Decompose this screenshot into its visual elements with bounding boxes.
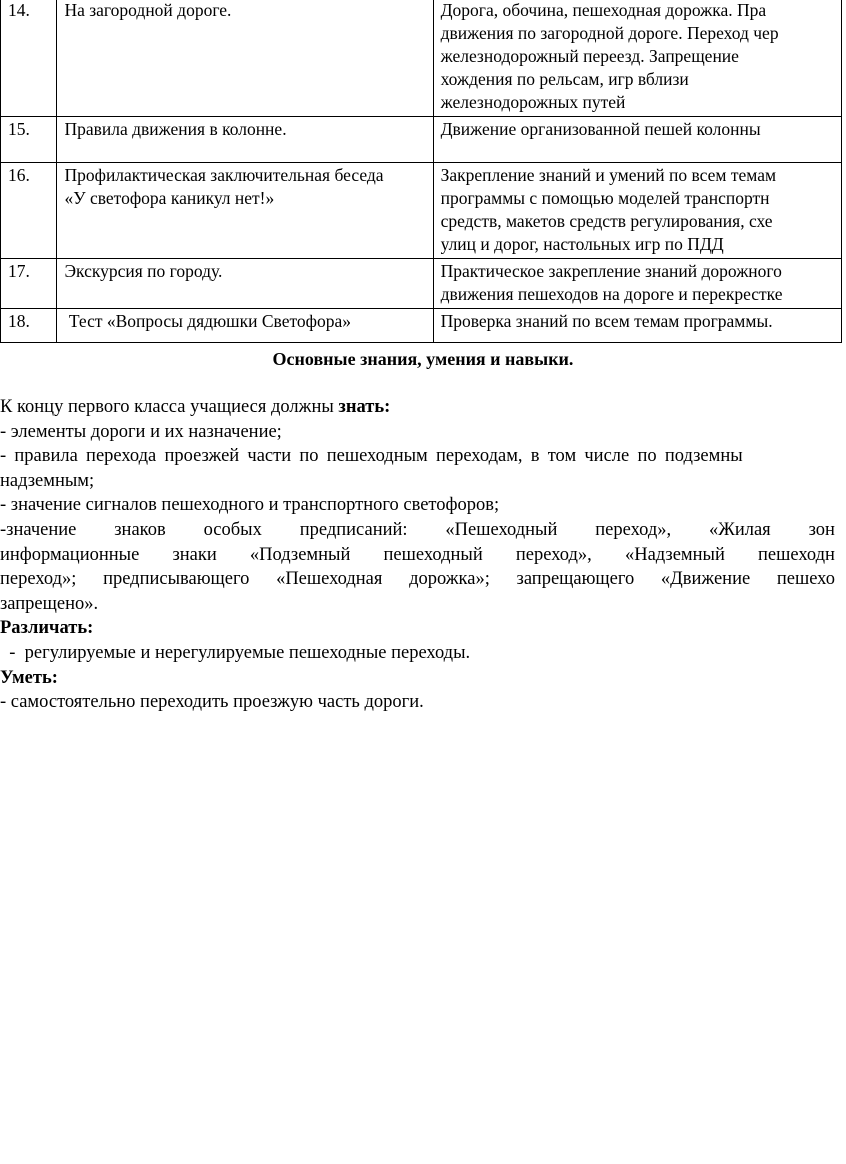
word: -значение	[0, 519, 77, 540]
word: информационные	[0, 544, 140, 565]
know-item-justified-line	[0, 518, 835, 543]
content-line: железнодорожный переезд. Запрещение	[440, 46, 739, 66]
row-number: 18.	[1, 309, 57, 343]
topics-table	[0, 0, 842, 343]
row-number: 17.	[1, 259, 57, 309]
content-line: движения пешеходов на дороге и перекрестке	[440, 284, 783, 304]
topic-line: Тест «Вопросы дядюшки Светофора»	[64, 311, 352, 331]
know-label: знать:	[338, 397, 391, 417]
know-item: - правила перехода проезжей части по пешеходным переходам, в том числе по подземны	[0, 446, 743, 467]
word: «Жилая	[709, 519, 771, 540]
row-topic	[57, 117, 433, 163]
know-item-continued: надземным;	[0, 470, 95, 491]
content-line: программы с помощью моделей транспортн	[440, 188, 770, 208]
row-topic	[57, 309, 433, 343]
table-row	[1, 259, 842, 309]
row-topic	[57, 163, 433, 259]
know-item: - значение сигналов пешеходного и транспортного светофоров;	[0, 495, 500, 516]
word: особых	[203, 519, 262, 540]
word: переход»,	[595, 519, 672, 540]
word: «Движение	[660, 569, 751, 590]
row-content	[433, 0, 841, 117]
topic-line: На загородной дороге.	[64, 0, 232, 20]
can-item: - самостоятельно переходить проезжую часть дороги.	[0, 692, 424, 713]
row-content	[433, 117, 841, 163]
word: «Надземный	[624, 544, 725, 565]
row-number: 16.	[1, 163, 57, 259]
section-title: Основные знания, умения и навыки.	[272, 349, 574, 369]
word: предписаний:	[299, 519, 408, 540]
content-line: Движение организованной пешей колонны	[440, 119, 761, 139]
distinguish-label-line	[0, 616, 830, 641]
know-item-continued: запрещено».	[0, 593, 99, 614]
content-line: движения по загородной дороге. Переход чер	[440, 23, 779, 43]
topic-line: Профилактическая заключительная беседа	[64, 165, 384, 185]
topic-line: «У светофора каникул нет!»	[64, 188, 275, 208]
know-item-justified-line	[0, 543, 835, 568]
can-label-line	[0, 666, 830, 691]
table-row	[1, 163, 842, 259]
topic-line: Правила движения в колонне.	[64, 119, 287, 139]
row-number: 14.	[1, 0, 57, 117]
content-line: Закрепление знаний и умений по всем темам	[440, 165, 777, 185]
know-item: - элементы дороги и их назначение;	[0, 421, 282, 442]
word: знаков	[114, 519, 166, 540]
know-item-justified-line	[0, 567, 835, 592]
row-content	[433, 163, 841, 259]
content-line: Практическое закрепление знаний дорожного	[440, 261, 782, 281]
word: пешеходн	[758, 544, 835, 565]
word: запрещающего	[516, 569, 635, 590]
word: «Подземный	[249, 544, 351, 565]
table-row	[1, 117, 842, 163]
can-label: Уметь:	[0, 667, 58, 688]
row-topic	[57, 259, 433, 309]
word: пешеходный	[383, 544, 483, 565]
content-line: железнодорожных путей	[440, 92, 626, 112]
row-content	[433, 259, 841, 309]
know-intro-text: К концу первого класса учащиеся должны	[0, 397, 339, 417]
skills-section	[0, 395, 835, 715]
topic-line: Экскурсия по городу.	[64, 261, 223, 281]
word: дорожка»;	[409, 569, 490, 590]
row-topic	[57, 0, 433, 117]
distinguish-item: - регулируемые и нерегулируемые пешеходные переходы.	[0, 642, 471, 663]
row-content	[433, 309, 841, 343]
content-line: Проверка знаний по всем темам программы.	[440, 311, 773, 331]
word: предписывающего	[103, 569, 250, 590]
word: знаки	[172, 544, 217, 565]
distinguish-label: Различать:	[0, 618, 94, 639]
table-row	[1, 0, 842, 117]
word: переход»;	[0, 569, 77, 590]
row-number: 15.	[1, 117, 57, 163]
word: «Пешеходный	[445, 519, 558, 540]
table-row	[1, 309, 842, 343]
content-line: средств, макетов средств регулирования, схе	[440, 211, 773, 231]
content-line: улиц и дорог, настольных игр по ПДД	[440, 234, 724, 254]
word: переход»,	[515, 544, 592, 565]
word: «Пешеходная	[276, 569, 383, 590]
content-line: Дорога, обочина, пешеходная дорожка. Пра	[440, 0, 767, 20]
content-line: хождения по рельсам, игр вблизи	[440, 69, 689, 89]
word: зон	[808, 519, 835, 540]
know-intro	[0, 395, 830, 420]
word: пешехо	[776, 569, 835, 590]
